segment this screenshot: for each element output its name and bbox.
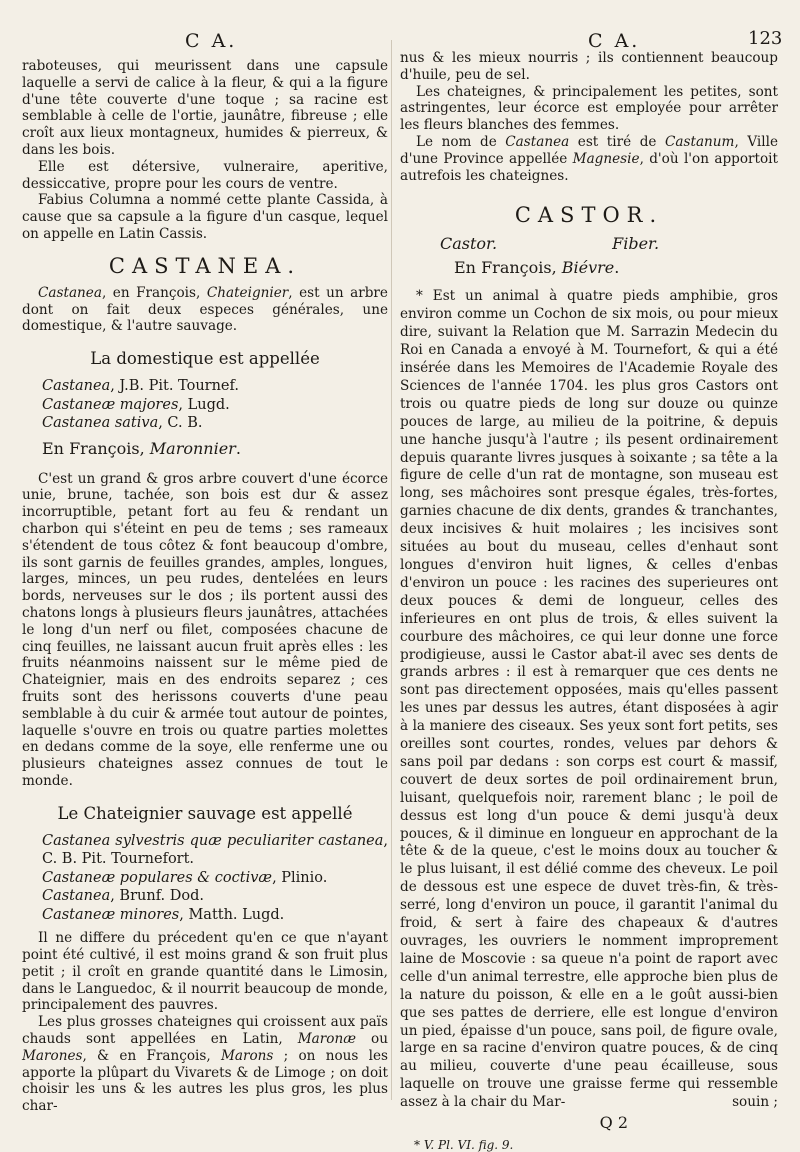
synonym-name: Castaneæ minores — [42, 906, 180, 923]
paragraph-sauvage-1: Il ne differe du précedent qu'en ce que n'ayant point été cultivé, il est moins grand & son fruit plus petit ; il croît en grande quantité dans le Limosin, dans le Languedoc, & il nourrit beaucoup de monde, principalement des pauvres. — [22, 930, 388, 1014]
latin-term: Castanum — [665, 133, 735, 150]
castor-latin-names — [400, 234, 778, 254]
paragraph-maronnier: C'est un grand & gros arbre couvert d'une écorce unie, brune, tachée, son bois est dur & assez incorruptible, petant fort au feu & rendant un charbon qui s'éteint en peu de tems ; ses rameaux s'étendent de tous côtez & font beaucoup d'ombre, ils sont garnis de feuilles grandes, amples, longues, larges, minces, un peu rudes, dentelées en leurs bords, nerveuses sur le dos ; ils portent aussi des chatons longs à plusieurs fleurs jaunâtres, attachées le long d'un nerf ou filet, composées chacune de cinq feuilles, ne laissant aucun fruit après elles : les fruits néanmoins naissent sur le même pied de Chateignier, mais en des endroits separez ; ces fruits sont des herissons couverts d'une peau semblable à du cuir & armée tout autour de pointes, laquelle s'ouvre en trois ou quatre parties molettes en dedans comme de la soye, elle renferme une ou plusieurs chateignes assez connues de tout le monde. — [22, 470, 388, 789]
latin-term: Marones — [22, 1047, 83, 1064]
catchword: souin ; — [732, 1094, 778, 1111]
domestique-heading: La domestique est appellée — [90, 349, 320, 369]
synonym-line — [22, 869, 388, 888]
paragraph-intro-3: Fabius Columna a nommé cette plante Cassida, à cause que sa capsule a la figure d'un casque, lequel on appelle en Latin Cassis. — [22, 192, 388, 242]
paragraph-astringent: Les chateignes, & principalement les petites, sont astringentes, leur écorce est employée pour arrêter les fleurs blanches des femmes. — [400, 83, 778, 134]
page-number: 123 — [748, 28, 783, 49]
castanea-term: Castanea — [38, 284, 102, 301]
paragraph-intro-1: raboteuses, qui meurissent dans une capsule laquelle a servi de calice à la fleur, & qui a la figure d'une tête couverte d'une toque ; sa racine est semblable à celle de l'ortie, jaunâtre, fibreuse ; elle croît aux lieux montagneux, humides & pierreux, & dans les bois. — [22, 58, 388, 158]
french-term: Marons — [220, 1047, 274, 1064]
chateignier-term: Chateignier — [206, 284, 289, 301]
synonym-line — [22, 887, 388, 906]
text-run: , Ville d'une Province appellée — [400, 133, 778, 167]
text-run: , & en François, — [82, 1047, 221, 1064]
synonym-authority: , Lugd. — [178, 396, 230, 413]
text-run: est tiré de — [569, 133, 665, 150]
synonym-authority: , Plinio. — [272, 869, 328, 886]
synonym-line — [22, 396, 388, 415]
running-head-right: C A. — [588, 30, 641, 52]
castanea-heading: CASTANEA. — [108, 253, 302, 278]
synonym-name: Castanea — [42, 888, 111, 905]
paragraph-name-origin — [400, 134, 778, 184]
synonym-line — [22, 377, 388, 396]
french-punct: . — [614, 258, 620, 278]
right-column — [400, 50, 778, 1152]
castanea-text-1: , en François, — [101, 284, 207, 301]
place-term: Magnesie — [572, 150, 640, 167]
castanea-text-2: , est un arbre dont on fait deux especes générales, une domestique, & l'autre sauvage. — [22, 284, 388, 335]
synonym-name: Castanea — [42, 378, 111, 395]
latin-term: Maronæ — [297, 1031, 356, 1048]
castor-heading: CASTOR. — [514, 203, 664, 228]
paragraph-intro-2: Elle est détersive, vulneraire, aperitive, dessiccative, propre pour les cours de ventre. — [22, 158, 388, 192]
latin-term: Castanea — [505, 133, 570, 150]
running-head-left: C A. — [185, 30, 238, 52]
synonym-authority: , C. B. Pit. Tournefort. — [42, 832, 388, 868]
text-run: Les plus grosses chateignes qui croissent aux païs chauds sont appellées en Latin, — [22, 1014, 388, 1048]
text-run: Le nom de — [416, 133, 506, 150]
column-divider — [391, 40, 392, 1100]
french-term: Maronnier — [149, 438, 236, 458]
signature-mark: Q 2 — [599, 1113, 628, 1133]
paragraph-castor — [400, 288, 778, 1112]
french-name-bievre — [400, 258, 778, 278]
synonym-line — [22, 414, 388, 433]
fiber-name: Fiber. — [612, 234, 660, 254]
paragraph-sauvage-2 — [22, 1014, 388, 1115]
french-term: Biévre — [561, 258, 615, 278]
text-run: , d'où l'on apportoit autrefois les chateignes. — [400, 150, 778, 184]
text-run: ou — [355, 1031, 388, 1048]
sauvage-heading: Le Chateignier sauvage est appellé — [57, 803, 353, 823]
footnote: * V. Pl. VI. fig. 9. — [414, 1138, 514, 1152]
synonym-authority: , Matth. Lugd. — [179, 906, 285, 923]
paragraph-castanea — [22, 285, 388, 335]
synonym-name: Castanea sativa — [42, 415, 159, 432]
text-run: ; on nous les apporte la plûpart du Vivarets & de Limoge ; on doit choisir les uns & les autres les plus gros, les plus char- — [22, 1047, 388, 1115]
paragraph-continued: nus & les mieux nourris ; ils contiennent beaucoup d'huile, peu de sel. — [400, 50, 778, 83]
synonym-name: Castaneæ populares & coctivæ — [42, 869, 273, 886]
synonym-authority: , J.B. Pit. Tournef. — [110, 378, 239, 395]
left-column — [22, 58, 388, 1115]
french-label: En François, — [454, 258, 562, 278]
synonym-line — [22, 832, 388, 869]
french-label: En François, — [42, 438, 150, 458]
synonym-authority: , C. B. — [158, 415, 203, 432]
synonym-name: Castanea sylvestris quæ peculiariter castanea — [42, 832, 384, 849]
synonym-authority: , Brunf. Dod. — [110, 888, 205, 905]
french-name-maronnier — [22, 439, 388, 459]
synonym-line — [22, 906, 388, 925]
french-punct: . — [235, 438, 241, 458]
castor-name: Castor. — [440, 234, 498, 254]
synonym-name: Castaneæ majores — [42, 396, 179, 413]
castor-text: * Est un animal à quatre pieds amphibie, gros environ comme un Cochon de six mois, ou pour mieux dire, suivant la Relation que M. Sarrazin Medecin du Roi en Canada a envoyé à M. Tournefort, & qui a été insérée dans les Memoires de l'Academie Royale des Sciences de l'année 1704. les plus gros Castors ont trois ou quatre pieds de long sur douze ou quinze pouces de large, au milieu de la poitrine, & depuis une hanche jusqu'à l'autre ; ils pesent ordinairement depuis quarante livres jusques à soixante ; sa tête a la figure de celle d'un rat de montagne, son museau est long, ses mâchoires sont presque égales, très-fortes, garnies chacune de dix dents, grandes & tranchantes, deux incisives & huit molaires ; les incisives sont situées au bout du museau, celles d'enhaut sont longues d'environ huit lignes, & celles d'enbas d'environ un pouce : les racines des superieures ont deux pouces & demi de longueur, celles des inferieures en ont plus de trois, & elles suivent la courbure des mâchoires, ce qui leur donne une force prodigieuse, aussi le Castor abat-il avec ses dents de grands arbres : il est à remarquer que ces dents ne sont pas directement opposées, mais qu'elles passent les unes par dessus les autres, étant disposées à agir à la maniere des ciseaux. Ses yeux sont fort petits, ses oreilles sont courtes, rondes, velues par dehors & sans poil par dedans : son corps est court & massif, couvert de deux sortes de poil ordinairement brun, luisant, quelquefois noir, rarement blanc ; le poil de dessus est long d'un pouce & demi jusqu'à deux pouces, & il diminue en longueur en approchant de la tête & de la queue, c'est le moins doux au toucher & le plus luisant, il est délié comme des cheveux. Le poil de dessous est une espece de duvet très-fin, & très-serré, long d'environ un pouce, il garantit l'animal du froid, & sert à faire des chapeaux & d'autres ouvrages, les ouvriers le nomment improprement laine de Moscovie : sa queue n'a point de raport avec celle d'un animal terrestre, elle approche bien plus de la nature du poisson, & elle en a le goût aussi-bien que ses pattes de derriere, elle est longue d'environ un pied, épaisse d'un pouce, sans poil, de figure ovale, large en sa racine d'environ quatre pouces, & de cinq au milieu, couverte d'une peau écailleuse, sous laquelle on trouve une graisse ferme qui ressemble assez à la chair du Mar- — [400, 288, 778, 1111]
